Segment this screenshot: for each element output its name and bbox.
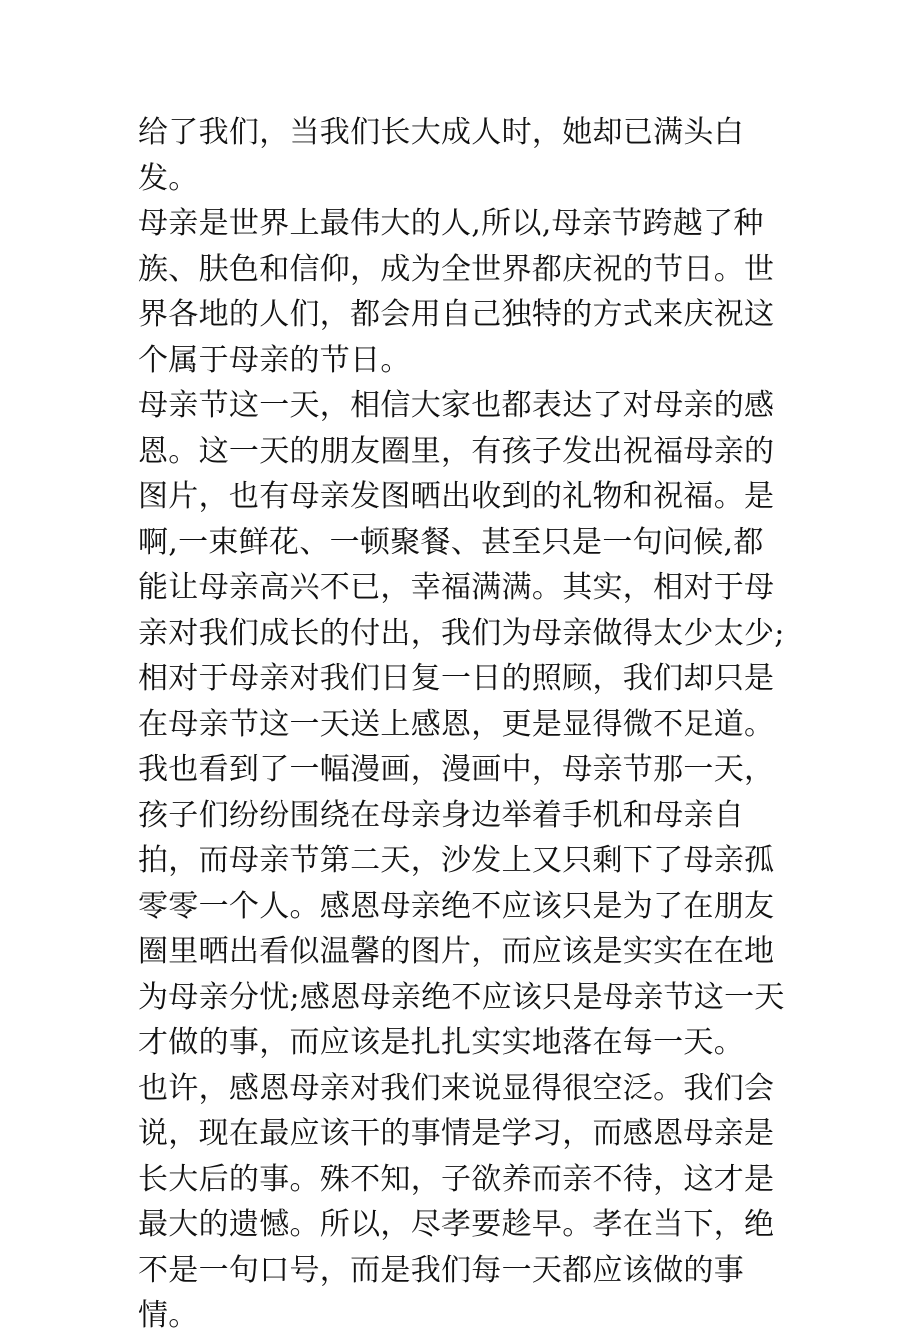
paragraph-continuation: 给了我们，当我们长大成人时，她却已满头白发。 <box>138 115 744 196</box>
paragraph-filial-piety: 也许，感恩母亲对我们来说显得很空泛。我们会说，现在最应该干的事情是学习，而感恩母亲是长大后的事。殊不知，子欲养而亲不待，这才是最大的遗憾。所以，尽孝要趁早。孝在当下，绝不是一句口号，而是我们每一天都应该做的事情。 <box>138 1070 775 1333</box>
document-body <box>138 110 788 1339</box>
paragraph-mothers-greatness: 母亲是世界上最伟大的人,所以,母亲节跨越了种族、肤色和信仰，成为全世界都庆祝的节日。世界各地的人们，都会用自己独特的方式来庆祝这个属于母亲的节日。 <box>138 206 775 378</box>
paragraph-gratitude-reflection: 母亲节这一天，相信大家也都表达了对母亲的感恩。这一天的朋友圈里，有孩子发出祝福母亲的图片，也有母亲发图晒出收到的礼物和祝福。是啊,一束鲜花、一顿聚餐、甚至只是一句问候,都能让母亲高兴不已，幸福满满。其实，相对于母亲对我们成长的付出，我们为母亲做得太少太少;相对于母亲对我们日复一日的照顾，我们却只是在母亲节这一天送上感恩，更是显得微不足道。我也看到了一幅漫画，漫画中，母亲节那一天，孩子们纷纷围绕在母亲身边举着手机和母亲自拍，而母亲节第二天，沙发上又只剩下了母亲孤零零一个人。感恩母亲绝不应该只是为了在朋友圈里晒出看似温馨的图片，而应该是实实在在地为母亲分忧;感恩母亲绝不应该只是母亲节这一天才做的事，而应该是扎扎实实地落在每一天。 <box>138 388 785 1060</box>
